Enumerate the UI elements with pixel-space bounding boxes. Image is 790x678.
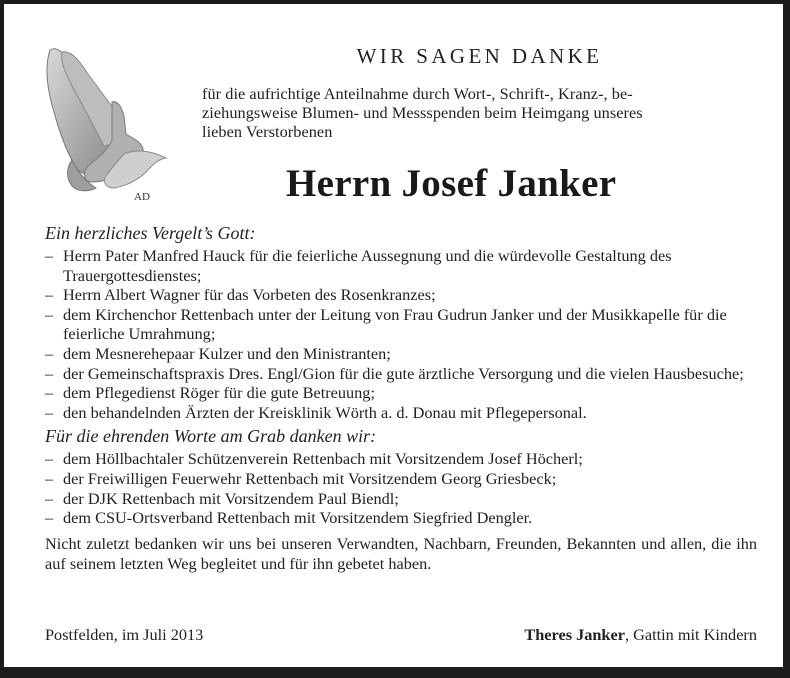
dash-bullet: – [45, 508, 54, 528]
list-item: – der DJK Rettenbach mit Vorsitzendem Paul Biendl; [45, 488, 399, 508]
notice-heading: WIR SAGEN DANKE [356, 44, 603, 68]
dash-bullet: – [45, 488, 54, 508]
closing-paragraph: Nicht zuletzt bedanken wir uns bei unseren Verwandten, Nachbarn, Freunden, Bekannten und allen, die ihn auf seinem letzten Weg begleitet und für ihn gebetet haben. [45, 533, 757, 573]
grave-words-list [45, 449, 757, 527]
praying-hands-icon [42, 42, 172, 202]
header-block [202, 44, 757, 141]
intro-text [202, 84, 757, 141]
deceased-name: Herrn Josef Janker [286, 162, 617, 205]
intro-line: für die aufrichtige Anteilnahme durch Wort-, Schrift-, Kranz-, be- [202, 84, 633, 103]
monogram-icon [134, 191, 150, 202]
list-item: – dem Pflegedienst Röger für die gute Betreuung; [45, 383, 375, 403]
svg-text:AD: AD [134, 191, 150, 202]
place-date: Postfelden, im Juli 2013 [45, 625, 204, 644]
section-title: Ein herzliches Vergelt’s Gott: [45, 223, 256, 243]
notice-body [45, 222, 757, 574]
dash-bullet: – [45, 246, 54, 265]
dash-bullet: – [45, 468, 54, 488]
list-item: – Herrn Albert Wagner für das Vorbeten des Rosenkranzes; [45, 285, 436, 305]
thanks-list [45, 246, 757, 422]
obituary-notice [4, 4, 783, 667]
dash-bullet: – [45, 343, 54, 363]
list-item: – dem Kirchenchor Rettenbach unter der Leitung von Frau Gudrun Janker und der Musikkapelle für die feierliche Umrahmung; [45, 304, 727, 344]
list-item: – den behandelnden Ärzten der Kreisklinik Wörth a. d. Donau mit Pflegepersonal. [45, 402, 587, 422]
list-item: – dem Höllbachtaler Schützenverein Rettenbach mit Vorsitzendem Josef Höcherl; [45, 449, 583, 469]
list-item: – dem Mesnerehepaar Kulzer und den Ministranten; [45, 343, 391, 363]
signer-suffix: , Gattin mit Kindern [624, 625, 757, 644]
footer [45, 625, 757, 645]
dash-bullet: – [45, 304, 54, 324]
dash-bullet: – [45, 449, 54, 469]
signer-name: Theres Janker [524, 625, 625, 644]
list-item: – dem CSU-Ortsverband Rettenbach mit Vorsitzendem Siegfried Dengler. [45, 508, 533, 528]
dash-bullet: – [45, 383, 54, 403]
intro-line: lieben Verstorbenen [202, 122, 333, 141]
signature [524, 625, 757, 645]
list-item: – Herrn Pater Manfred Hauck für die feierliche Aussegnung und die würdevolle Gestaltung des Trauergottesdienstes; [45, 246, 672, 285]
list-item: – der Gemeinschaftspraxis Dres. Engl/Gion für die gute ärztliche Versorgung und die vielen Hausbesuche; [45, 363, 744, 383]
dash-bullet: – [45, 285, 54, 305]
list-item: – der Freiwilligen Feuerwehr Rettenbach mit Vorsitzendem Georg Griesbeck; [45, 468, 557, 488]
section-title: Für die ehrenden Worte am Grab danken wir: [45, 426, 377, 447]
intro-line: ziehungsweise Blumen- und Messspenden beim Heimgang unseres [202, 103, 643, 122]
dash-bullet: – [45, 363, 54, 383]
dash-bullet: – [45, 402, 54, 422]
